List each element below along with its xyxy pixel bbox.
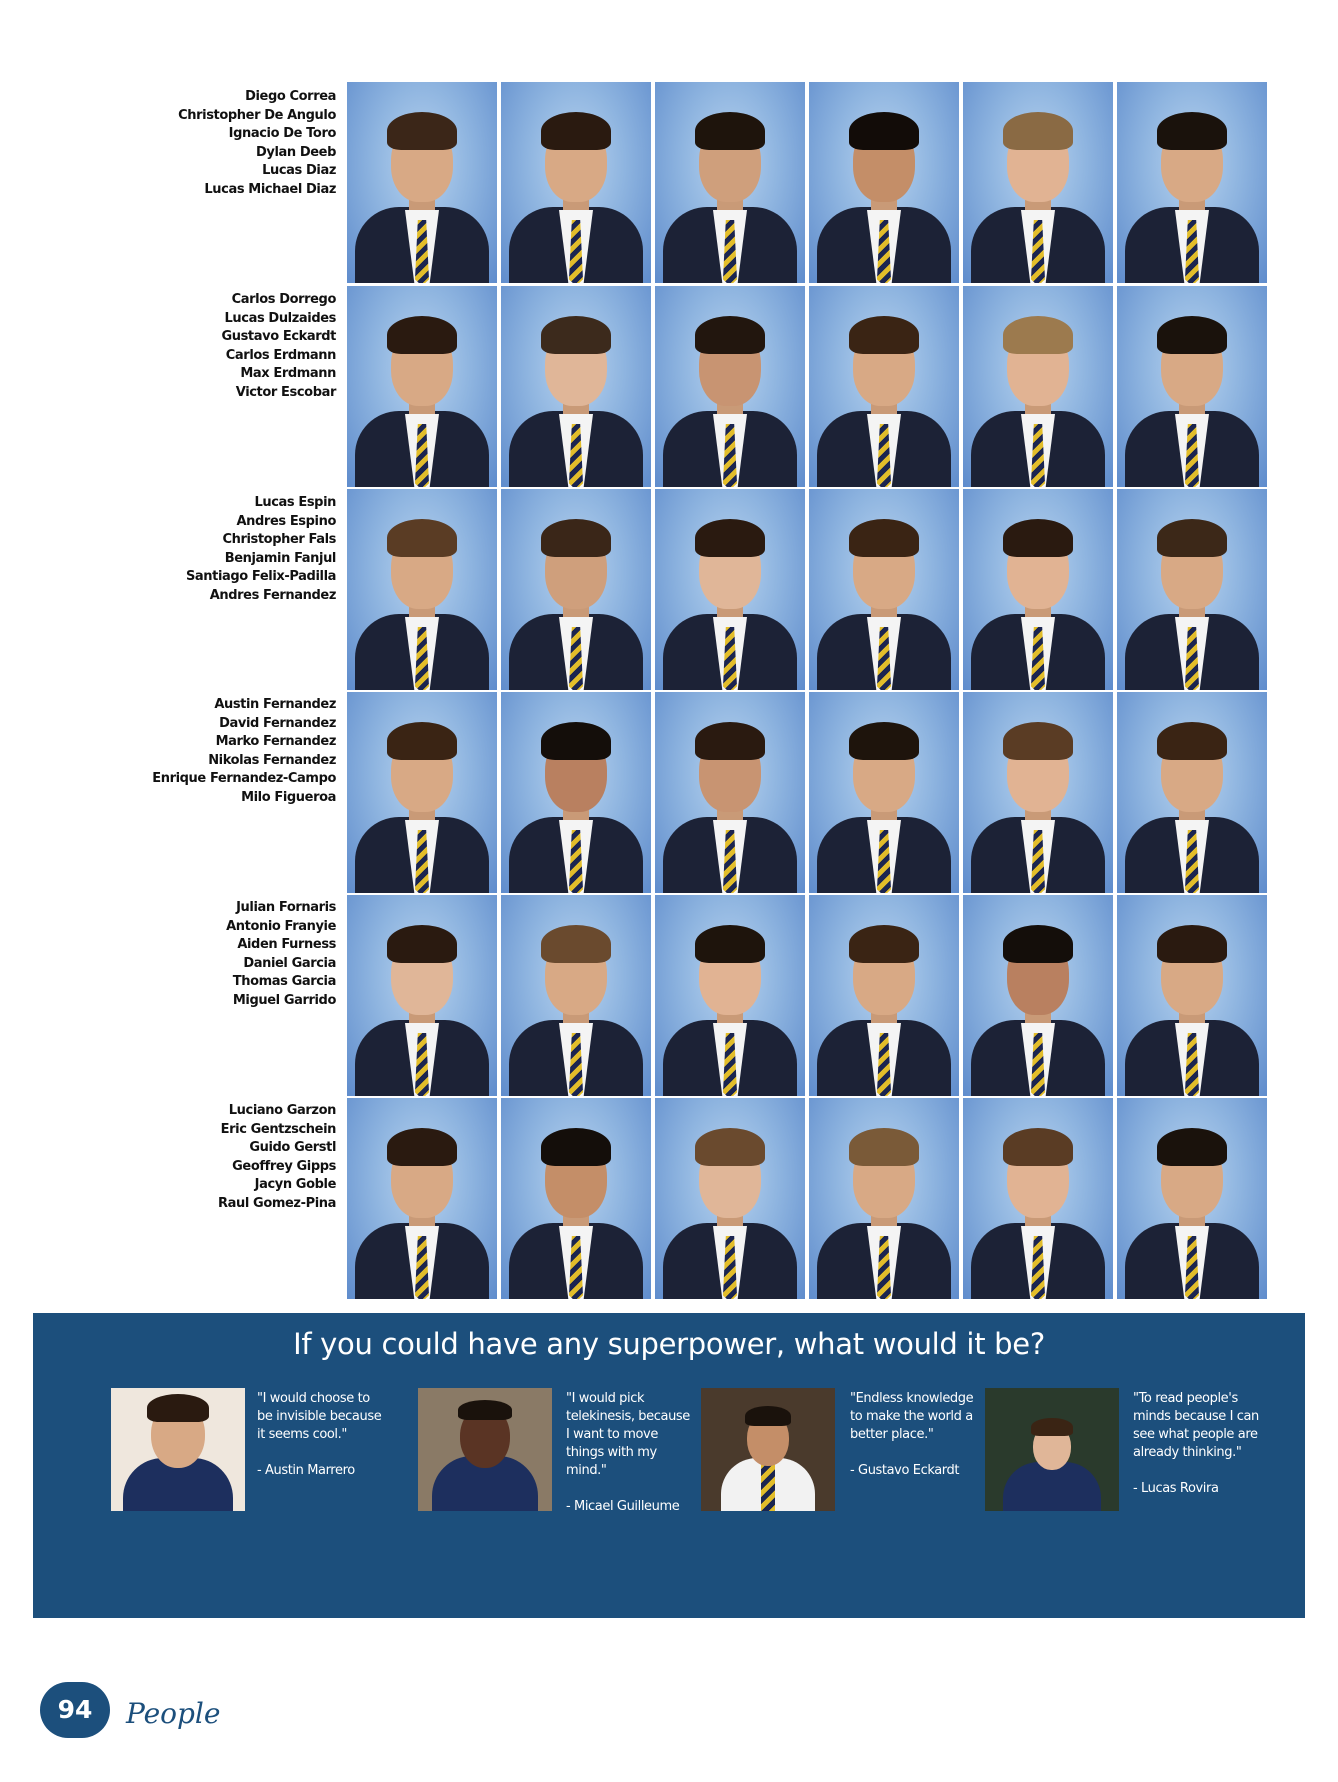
student-portrait (655, 895, 805, 1096)
student-name: Geoffrey Gipps (232, 1158, 336, 1174)
quote-3 (850, 1390, 978, 1480)
name-list-row-1 (100, 88, 336, 199)
student-portrait (501, 895, 651, 1096)
student-portrait (963, 82, 1113, 283)
student-name: Miguel Garrido (232, 992, 336, 1008)
student-portrait (1117, 82, 1267, 283)
quote-text: "To read people's minds because I can see what people are already thinking." (1133, 1391, 1259, 1460)
student-name: Antonio Franyie (226, 918, 336, 934)
quote-photo (111, 1388, 245, 1511)
student-name: Milo Figueroa (241, 789, 336, 805)
quote-1 (257, 1390, 385, 1480)
quote-2 (566, 1390, 694, 1516)
student-portrait (809, 82, 959, 283)
student-portrait (809, 895, 959, 1096)
student-portrait (809, 1098, 959, 1299)
student-portrait (809, 286, 959, 487)
student-portrait (347, 489, 497, 690)
quote-4 (1133, 1390, 1261, 1498)
student-name: Nikolas Fernandez (208, 752, 336, 768)
student-name: Christopher De Angulo (178, 107, 336, 123)
student-name: Thomas Garcia (232, 974, 336, 989)
student-portrait (963, 286, 1113, 487)
student-name: Marko Fernandez (215, 734, 336, 749)
student-name: Andres Espino (236, 513, 336, 529)
student-portrait (1117, 1098, 1267, 1299)
student-name: Lucas Michael Diaz (204, 181, 336, 197)
student-name: Andres Fernandez (209, 587, 336, 603)
student-portrait (501, 1098, 651, 1299)
student-portrait (963, 1098, 1113, 1299)
student-name: Santiago Felix-Padilla (185, 569, 336, 584)
name-list-row-5 (100, 899, 336, 1010)
name-list-row-4 (100, 696, 336, 807)
student-portrait (501, 286, 651, 487)
student-portrait (655, 82, 805, 283)
student-name: Ignacio De Toro (228, 126, 336, 141)
student-portrait (655, 489, 805, 690)
student-portrait (655, 286, 805, 487)
student-name: Julian Fornaris (236, 900, 336, 915)
student-portrait (655, 1098, 805, 1299)
student-name: Enrique Fernandez-Campo (152, 771, 336, 786)
question-title: If you could have any superpower, what would it be? (293, 1327, 1045, 1361)
student-portrait (347, 692, 497, 893)
student-name: Benjamin Fanjul (224, 550, 336, 566)
student-portrait (1117, 692, 1267, 893)
student-name: Victor Escobar (235, 384, 336, 400)
student-name: Christopher Fals (222, 532, 336, 547)
student-name: Daniel Garcia (243, 955, 336, 971)
student-name: Max Erdmann (240, 366, 336, 381)
student-portrait (655, 692, 805, 893)
student-name: Aiden Furness (237, 937, 336, 952)
student-name: Jacyn Goble (254, 1177, 336, 1192)
student-portrait (809, 692, 959, 893)
quote-photo (985, 1388, 1119, 1511)
student-portrait (963, 692, 1113, 893)
student-name: Gustavo Eckardt (221, 329, 336, 344)
name-list-row-2 (100, 291, 336, 402)
quote-text: "I would choose to be invisible because it seems cool." (257, 1391, 382, 1442)
quote-attribution: - Gustavo Eckardt (850, 1463, 960, 1478)
quote-attribution: - Micael Guilleume (566, 1499, 680, 1514)
quote-attribution: - Austin Marrero (257, 1463, 355, 1478)
student-name: Diego Correa (245, 89, 336, 104)
student-portrait (1117, 489, 1267, 690)
student-portrait (963, 895, 1113, 1096)
page-number: 94 (40, 1682, 110, 1738)
student-name: David Fernandez (219, 715, 336, 731)
student-name: Raul Gomez-Pina (218, 1195, 336, 1211)
name-list-row-3 (100, 494, 336, 605)
student-name: Eric Gentzschein (220, 1121, 336, 1137)
quote-text: "I would pick telekinesis, because I want to move things with my mind." (566, 1391, 690, 1478)
student-name: Luciano Garzon (228, 1103, 336, 1118)
student-name: Guido Gerstl (249, 1140, 336, 1155)
student-portrait (963, 489, 1113, 690)
quote-photo (418, 1388, 552, 1511)
student-name: Lucas Diaz (262, 163, 336, 178)
section-label: People (126, 1697, 221, 1730)
student-portrait (347, 1098, 497, 1299)
quote-text: "Endless knowledge to make the world a better place." (850, 1391, 974, 1442)
student-portrait (501, 82, 651, 283)
student-portrait (1117, 895, 1267, 1096)
student-portrait (501, 489, 651, 690)
student-portrait (347, 286, 497, 487)
student-portrait (347, 82, 497, 283)
student-name: Lucas Espin (254, 495, 336, 510)
student-portrait (809, 489, 959, 690)
student-portrait (347, 895, 497, 1096)
name-list-row-6 (100, 1102, 336, 1213)
student-name: Carlos Dorrego (231, 292, 336, 307)
quote-attribution: - Lucas Rovira (1133, 1481, 1219, 1496)
student-portrait (501, 692, 651, 893)
student-portrait (1117, 286, 1267, 487)
student-name: Dylan Deeb (255, 144, 336, 160)
student-name: Carlos Erdmann (225, 347, 336, 363)
student-name: Lucas Dulzaides (224, 310, 336, 326)
student-name: Austin Fernandez (214, 697, 336, 712)
quote-photo (701, 1388, 835, 1511)
